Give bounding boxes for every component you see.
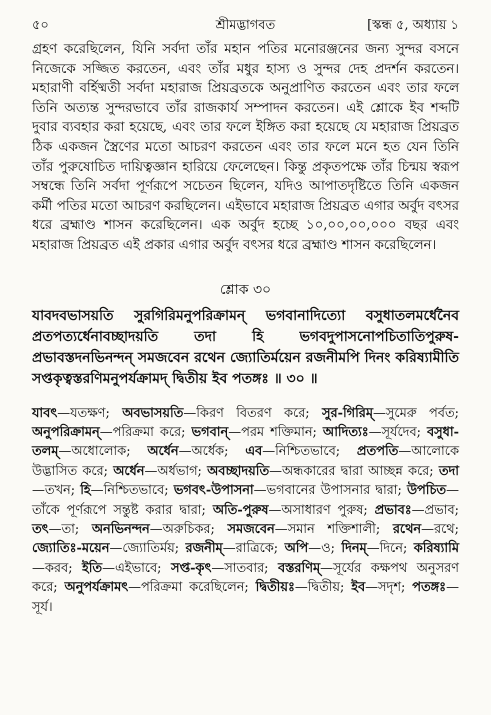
synonym-meaning: দিনে [379,541,403,557]
synonym-word: আদিত্যঃ [322,424,369,440]
synonym-meaning: ভগবানের উপাসনার দ্বারা [266,483,398,499]
synonym-word: ভগবৎ-উপাসনা [173,483,254,499]
synonym-word: পতঙ্গঃ [412,580,447,596]
synonym-meaning: সদৃশ [378,580,401,596]
synonym-word: রজনীম্ [185,541,223,557]
synonym-meaning: প্রভাব [424,502,455,518]
synonym-meaning: পরম শক্তিমান [241,424,313,440]
verse-title: শ্লোক ৩০ [219,281,272,298]
synonym-word: তৎ [32,521,49,537]
synonym-word: অতি-পুরুষ [212,502,269,518]
synonym-meaning: কিরণ বিতরণ করে [196,405,306,421]
synonym-meaning: অধোলোক [71,444,127,460]
synonym-word: বসুধা-তলম্ [32,424,459,460]
synonym-meaning: তখন [44,483,71,499]
synonym-word: ইব [351,580,366,596]
canto-chapter-reference: [স্কন্ধ ৫, অধ্যায় ১ [367,18,459,33]
synonym-meaning: অর্ধেক [191,444,225,460]
synonym-meaning: অসাধারণ পুরুষ [281,502,364,518]
synonym-word: প্রতপতি [356,444,399,460]
synonym-meaning: দ্বিতীয় [307,580,341,596]
synonym-meaning: পরিক্রমা করে [112,424,182,440]
synonym-meaning: সাতবার [224,560,265,576]
synonym-meaning: ও [321,541,331,557]
synonym-word: অবচ্ছাদয়তি [207,463,270,479]
running-header [32,10,459,32]
synonym-word: সপ্ত-কৃৎ [170,560,212,576]
synonym-word: বস্তরণিম্ [277,560,321,576]
synonym-word: অবভাসয়তি [122,405,184,421]
synonym-meaning: এইভাবে [114,560,158,576]
synonym-word: দ্বিতীয়ঃ [255,580,295,596]
synonym-word: এব [245,444,263,460]
synonym-meaning: সমান শক্তিশালী [287,521,376,537]
synonym-word: সুর-গিরিম্ [322,405,374,421]
synonym-word: অনভিনন্দন [91,521,150,537]
synonym-word: প্রভাবঃ [374,502,412,518]
synonym-word: অপি [284,541,309,557]
synonym-meaning: অরুচিকর [162,521,211,537]
synonym-word: অর্ধেন [113,463,145,479]
synonym-meaning: নিশ্চিতভাবে [103,483,165,499]
synonym-meaning: নিশ্চিতভাবে [275,444,336,460]
synonym-word: যাবৎ [32,405,58,421]
synonym-word: ইতি [81,560,103,576]
synonym-word: সমজবেন [227,521,275,537]
word-for-word-synonyms: যাবৎ—যতক্ষণ; অবভাসয়তি—কিরণ বিতরণ করে; সুর-গিরিম্—সুমেরু পর্বত; অনুপরিক্রামন্—পরিক্রমা করে; ভগবান্—পরম শক্তিমান; আদিত্যঃ—সূর্যদেব; বসুধা-তলম্—অধোলোক; অর্ধেন—অর্ধেক; এব—নিশ্চিতভাবে; প্রতপতি—আলোকে উদ্ভাসিত করে; অর্ধেন—অর্ধভাগ; অবচ্ছাদয়তি—অন্ধকারের দ্বারা আচ্ছন্ন করে; তদা—তখন; হি—নিশ্চিতভাবে; ভগবৎ-উপাসনা—ভগবানের উপাসনার দ্বারা; উপচিত—তাঁকে পূর্ণরূপে সন্তুষ্ট করার দ্বারা; অতি-পুরুষ—অসাধারণ পুরুষ; প্রভাবঃ—প্রভাব; তৎ—তা; অনভিনন্দন—অরুচিকর; সমজবেন—সমান শক্তিশালী; রথেন—রথে; জ্যোতিঃ-ময়েন—জ্যোতির্ময়; রজনীম্—রাত্রিকে; অপি—ও; দিনম্—দিনে; করিষ্যামি—করব; ইতি—এইভাবে; সপ্ত-কৃৎ—সাতবার; বস্তরণিম্—সূর্যের কক্ষপথ অনুসরণ করে; অনুপর্যক্রামৎ—পরিক্রমা করেছিলেন; দ্বিতীয়ঃ—দ্বিতীয়; ইব—সদৃশ; পতঙ্গঃ—সূর্য। [32,405,459,615]
synonym-word: উপচিত [406,483,447,499]
synonym-word: তদা [438,463,459,479]
synonym-meaning: সুমেরু পর্বত [385,405,455,421]
synonym-meaning: সূর্যের কক্ষপথ অনুসরণ করে [32,560,459,596]
book-title: শ্রীমদ্ভাগবত [215,18,276,33]
synonym-word: ভগবান্ [191,424,229,440]
synonym-meaning: তাঁকে পূর্ণরূপে সন্তুষ্ট করার দ্বারা [32,502,202,518]
synonym-word: অনুপর্যক্রামৎ [64,580,129,596]
synonym-meaning: রথে [434,521,455,537]
purport-paragraph: গ্রহণ করেছিলেন, যিনি সর্বদা তাঁর মহান পতির মনোরঞ্জনের জন্য সুন্দর বসনে নিজেকে সজ্জিত করতেন, এবং তাঁর মধুর হাস্য ও সুন্দর দেহ প্রদর্শন করতেন। মহারাণী বর্হিষ্মতী সর্বদা মহারাজ প্রিয়ব্রতকে অনুপ্রাণিত করতেন এবং তার ফলে তিনি অত্যন্ত সুন্দরভাবে তাঁর রাজকার্য সম্পাদন করতেন। এই শ্লোকে ইব শব্দটি দুবার ব্যবহার করা হয়েছে, এবং তার ফলে ইঙ্গিত করা হয়েছে যে মহারাজ প্রিয়ব্রত ঠিক একজন স্ত্রৈণের মতো আচরণ করতেন এবং তার ফলে মনে হত যেন তিনি তাঁর পুরুষোচিত দায়িত্বজ্ঞান হারিয়ে ফেলেছেন। কিন্তু প্রকৃতপক্ষে তাঁর চিন্ময় স্বরূপ সম্বন্ধে তিনি সর্বদা পূর্ণরূপে সচেতন ছিলেন, যদিও আপাতদৃষ্টিতে তিনি একজন কর্মী পতির মতো আচরণ করছিলেন। এইভাবে মহারাজ প্রিয়ব্রত এগার অর্বুদ বৎসর ধরে ব্রহ্মাণ্ড শাসন করেছিলেন। এক অর্বুদ হচ্ছে ১০,০০,০০,০০০ বছর এবং মহারাজ প্রিয়ব্রত এই প্রকার এগার অর্বুদ বৎসর ধরে ব্রহ্মাণ্ড শাসন করেছিলেন। [32,42,459,253]
synonym-meaning: যতক্ষণ [70,405,106,421]
synonym-word: করিষ্যামি [413,541,459,557]
synonym-meaning: রাত্রিকে [235,541,274,557]
synonym-meaning: সূর্য [32,599,48,615]
synonym-meaning: করব [44,560,69,576]
synonym-meaning: অন্ধকারের দ্বারা আচ্ছন্ন করে [282,463,430,479]
synonym-meaning: অর্ধভাগ [157,463,198,479]
synonym-word: রথেন [392,521,422,537]
synonym-word: দিনম্ [341,541,367,557]
synonym-meaning: তা [61,521,75,537]
synonym-meaning: জ্যোতির্ময় [122,541,175,557]
synonym-meaning: আলোকে উদ্ভাসিত করে [32,444,459,479]
synonym-word: অর্ধেন [147,444,179,460]
synonym-word: জ্যোতিঃ-ময়েন [32,541,110,557]
synonym-meaning: সূর্যদেব [381,424,417,440]
synonym-meaning: পরিক্রমা করেছিলেন [141,580,245,596]
page-number: ৫০ [32,18,49,33]
synonym-word: হি [80,483,91,499]
synonym-word: অনুপরিক্রামন্ [32,424,100,440]
verse-text: যাবদবভাসয়তি সুরগিরিমনুপরিক্রামন্ ভগবানাদিত্যো বসুধাতলমর্ধেনৈব প্রতপত্যর্ধেনাবচ্ছাদয়তি তদা হি ভগবদুপাসনোপচিতাতিপুরুষ-প্রভাবস্তদনভিনন্দন্ সমজবেন রথেন জ্যোতির্ময়েন রজনীমপি দিনং করিষ্যামীতি সপ্তকৃত্বস্তরণিমনুপর্যক্রামদ্ দ্বিতীয় ইব পতঙ্গঃ ॥ ৩০ ॥ [32,307,459,387]
